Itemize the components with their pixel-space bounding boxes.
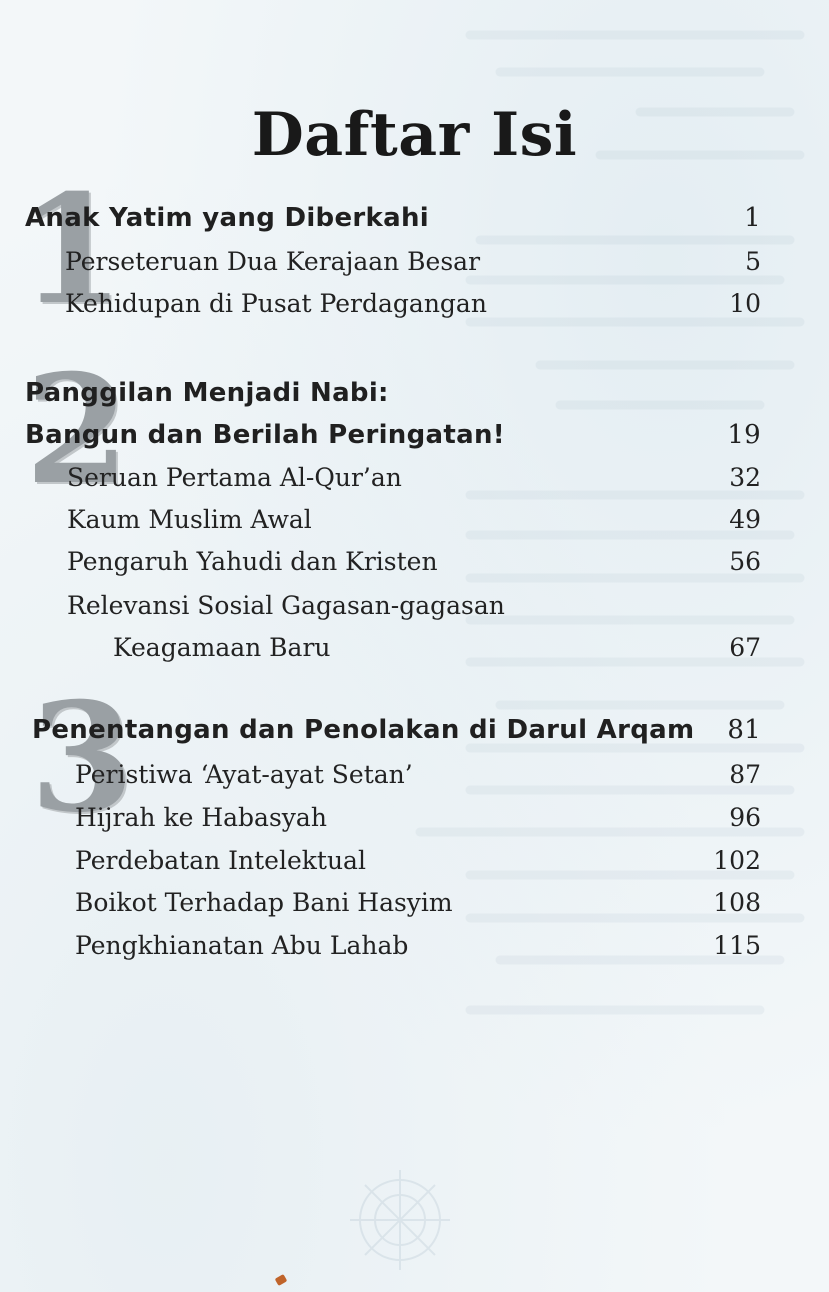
toc-section[interactable] bbox=[0, 803, 829, 837]
section-title: Perdebatan Intelektual bbox=[75, 846, 366, 875]
section-page-number: 96 bbox=[729, 803, 761, 832]
chapter-title-continued: Bangun dan Berilah Peringatan! bbox=[25, 420, 505, 450]
toc-chapter-3[interactable] bbox=[0, 715, 829, 749]
section-title: Perseteruan Dua Kerajaan Besar bbox=[65, 247, 481, 276]
section-page-number: 32 bbox=[729, 463, 761, 492]
section-title: Kehidupan di Pusat Perdagangan bbox=[65, 289, 487, 318]
toc-section[interactable] bbox=[0, 931, 829, 965]
decorative-ornament-icon bbox=[340, 1160, 460, 1280]
chapter-page-number: 19 bbox=[727, 420, 761, 450]
section-title: Seruan Pertama Al-Qur’an bbox=[67, 463, 402, 492]
chapter-title: Anak Yatim yang Diberkahi bbox=[25, 203, 429, 233]
section-title-continued: Keagamaan Baru bbox=[113, 633, 331, 662]
chapter-number-2: 2 bbox=[25, 342, 130, 518]
chapter-title: Penentangan dan Penolakan di Darul Arqam bbox=[32, 715, 695, 745]
section-title: Pengkhianatan Abu Lahab bbox=[75, 931, 409, 960]
toc-section-line-2[interactable] bbox=[0, 633, 829, 667]
chapter-page-number: 81 bbox=[727, 715, 761, 745]
toc-section[interactable] bbox=[0, 289, 829, 323]
toc-section[interactable] bbox=[0, 846, 829, 880]
chapter-page-number: 1 bbox=[744, 203, 761, 233]
toc-section[interactable] bbox=[0, 463, 829, 497]
section-page-number: 56 bbox=[729, 547, 761, 576]
toc-section[interactable] bbox=[0, 760, 829, 794]
toc-section-line-1[interactable] bbox=[0, 591, 829, 625]
section-page-number: 10 bbox=[729, 289, 761, 318]
chapter-number-1: 1 bbox=[20, 162, 125, 338]
page-title: Daftar Isi bbox=[251, 100, 578, 170]
section-title: Pengaruh Yahudi dan Kristen bbox=[67, 547, 438, 576]
section-page-number: 49 bbox=[729, 505, 761, 534]
section-title: Kaum Muslim Awal bbox=[67, 505, 312, 534]
toc-section[interactable] bbox=[0, 247, 829, 281]
section-title: Boikot Terhadap Bani Hasyim bbox=[75, 888, 453, 917]
toc-section[interactable] bbox=[0, 505, 829, 539]
section-page-number: 115 bbox=[713, 931, 761, 960]
section-page-number: 67 bbox=[729, 633, 761, 662]
chapter-title: Panggilan Menjadi Nabi: bbox=[25, 378, 389, 408]
section-page-number: 87 bbox=[729, 760, 761, 789]
section-page-number: 108 bbox=[713, 888, 761, 917]
section-title: Relevansi Sosial Gagasan-gagasan bbox=[67, 591, 505, 620]
toc-chapter-1[interactable] bbox=[0, 203, 829, 237]
section-title: Peristiwa ‘Ayat-ayat Setan’ bbox=[75, 760, 413, 789]
section-page-number: 5 bbox=[745, 247, 761, 276]
toc-section[interactable] bbox=[0, 547, 829, 581]
toc-chapter-2-line-1[interactable] bbox=[0, 378, 829, 412]
toc-chapter-2-line-2[interactable] bbox=[0, 420, 829, 454]
section-page-number: 102 bbox=[713, 846, 761, 875]
ink-speck bbox=[275, 1274, 288, 1286]
toc-section[interactable] bbox=[0, 888, 829, 922]
chapter-number-3: 3 bbox=[30, 670, 135, 846]
section-title: Hijrah ke Habasyah bbox=[75, 803, 327, 832]
